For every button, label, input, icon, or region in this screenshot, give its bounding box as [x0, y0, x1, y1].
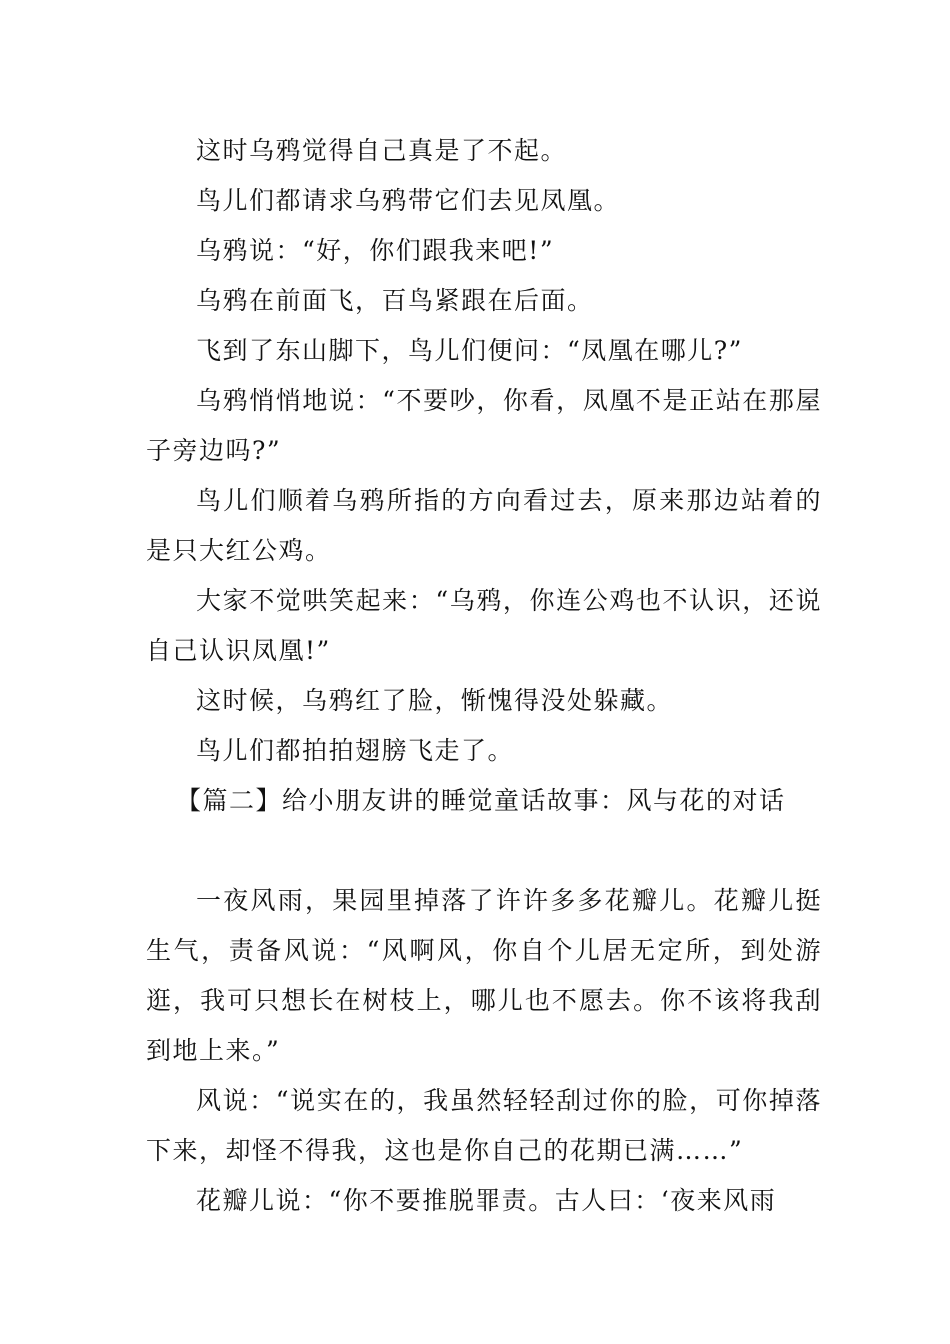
paragraph: 鸟儿们顺着乌鸦所指的方向看过去，原来那边站着的是只大红公鸡。	[146, 486, 822, 565]
paragraph: 一夜风雨，果园里掉落了许许多多花瓣儿。花瓣儿挺生气，责备风说：“风啊风，你自个儿居无定所，到处游逛，我可只想长在树枝上，哪儿也不愿去。你不该将我刮到地上来。”	[146, 886, 822, 1065]
document-body	[146, 126, 822, 1226]
paragraph: 花瓣儿说：“你不要推脱罪责。古人曰：‘夜来风雨	[196, 1186, 777, 1215]
paragraph: 鸟儿们都拍拍翅膀飞走了。	[196, 736, 515, 765]
paragraph: 乌鸦说：“好，你们跟我来吧!”	[196, 236, 555, 265]
paragraph: 飞到了东山脚下，鸟儿们便问：“凤凰在哪儿?”	[196, 336, 743, 365]
blank-line	[146, 826, 822, 876]
section-heading: 【篇二】给小朋友讲的睡觉童话故事：风与花的对话	[176, 786, 786, 815]
paragraph: 乌鸦悄悄地说：“不要吵，你看，凤凰不是正站在那屋子旁边吗?”	[146, 386, 822, 465]
paragraph: 乌鸦在前面飞，百鸟紧跟在后面。	[196, 286, 594, 315]
paragraph: 鸟儿们都请求乌鸦带它们去见凤凰。	[196, 186, 621, 215]
paragraph: 这时乌鸦觉得自己真是了不起。	[196, 136, 568, 165]
paragraph: 这时候，乌鸦红了脸，惭愧得没处躲藏。	[196, 686, 674, 715]
paragraph: 大家不觉哄笑起来：“乌鸦，你连公鸡也不认识，还说自己认识凤凰!”	[146, 586, 822, 665]
paragraph: 风说：“说实在的，我虽然轻轻刮过你的脸，可你掉落下来，却怪不得我，这也是你自己的花期已满……”	[146, 1086, 822, 1165]
